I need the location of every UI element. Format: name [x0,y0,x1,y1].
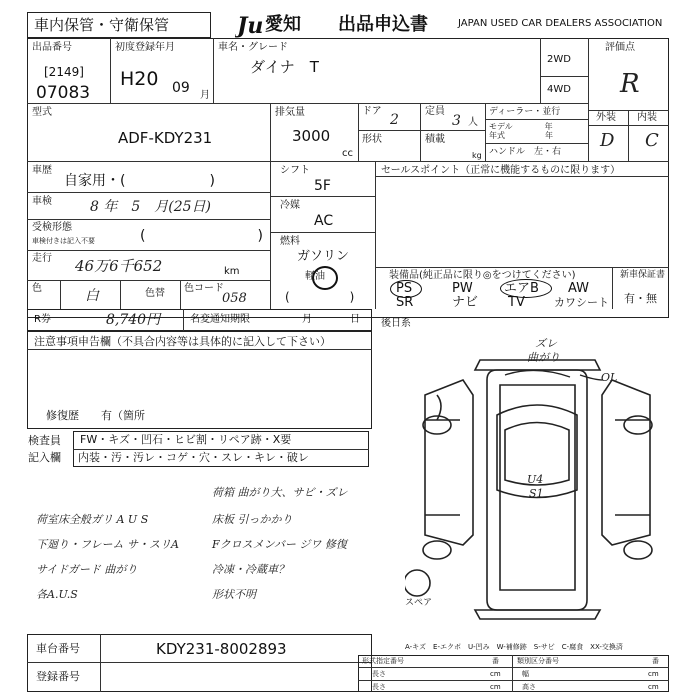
shape-label: 形状 [362,134,382,145]
airbag-circle-mark [500,279,552,298]
damage-legend: A-キズ E-エクボ U-凹み W-補修跡 S-サビ C-腐食 XX-交換済 [405,643,623,651]
divider [73,449,369,450]
divider [270,103,271,161]
diagram-note: OL [601,371,618,384]
lot-bracket: [2149] [44,65,84,79]
page-title: 出品申込書 [338,14,428,35]
note-line: 床板 引っかかり [212,513,293,526]
recycle-label: R券 [34,314,51,325]
divider [358,130,485,131]
inspection-label: 車検 [32,196,52,207]
divider [100,634,101,692]
divider [420,103,421,161]
spec-cell: 番 [652,657,659,665]
color-swatch-label: 色替 [145,288,165,299]
divider [270,196,375,197]
equipment-label: 装備品(純正品に限り◎をつけてください) [389,270,576,281]
svg-text:Ju: Ju [237,13,264,38]
divider [375,267,669,268]
acceptance-value: ( ) [140,228,263,244]
divider [60,280,61,309]
name-change-day: 日 [350,314,360,325]
interior-label: 内装 [637,112,657,123]
lot-number: 07083 [36,83,91,103]
registration-year: H20 [120,68,159,90]
divider [540,76,588,77]
divider [27,349,372,350]
divider [183,309,184,331]
storage-label-box [27,12,211,38]
dealer-parallel: ディーラー・並行 [489,107,561,117]
org-name: 愛知 [265,14,301,35]
doors-label: ドア [362,106,382,117]
divider [27,219,270,220]
capacity-value: 3 [452,113,461,129]
checks-row2: 内装・汚・汚レ・コゲ・穴・スレ・キレ・破レ [78,451,309,464]
mileage-label: 走行 [32,253,52,264]
divider [485,119,588,120]
exterior-value: D [600,130,615,151]
note-line: 荷室床全般ガリ A U S [36,513,149,526]
org-english-name: JAPAN USED CAR DEALERS ASSOCIATION [458,18,663,29]
mileage-unit: km [224,266,240,277]
load-unit: kg [472,151,482,160]
color-code-label: 色コード [184,283,224,294]
displacement-label: 排気量 [275,107,305,118]
dealer-model-year: モデル 年 [489,122,553,131]
divider [27,662,372,663]
note-line: 形状不明 [212,588,256,601]
displacement-unit: cc [342,148,353,159]
ps-circle-mark [390,280,422,298]
equipment-sr: SR [396,295,414,310]
handle-side: ハンドル 左・右 [489,147,562,157]
car-name-value: ダイナ T [250,58,319,76]
note-line: 荷箱 曲がり大、サビ・ズレ [212,486,348,499]
car-name-label: 車名・グレード [218,42,288,53]
spec-cell: 形式指定番号 [362,657,404,665]
divider [27,250,270,251]
diagram-note: U4 [527,473,544,486]
note-line: サイドガード 曲がり [36,563,138,576]
spec-cell: 長さ [372,683,386,691]
model-value: ADF-KDY231 [118,129,213,147]
recycle-value: 8,740円 [106,312,161,328]
divider [110,38,111,103]
spec-cell: cm [490,683,501,691]
capacity-unit: 人 [468,117,478,128]
diagram-note: ズレ [535,337,557,350]
new-car-warranty-value: 有・無 [624,292,657,305]
divider [180,280,181,309]
divider [588,38,589,161]
registration-label: 初度登録年月 [115,42,175,53]
model-label: 型式 [32,107,52,118]
drive-4wd: 4WD [547,84,571,95]
divider [270,232,375,233]
sales-point-label: セールスポイント（正常に機能するものに限ります） [381,165,621,176]
spec-cell: 番 [492,657,499,665]
equipment-tv: TV [508,295,525,310]
load-label: 積載 [425,134,445,145]
spec-cell: 長さ [372,670,386,678]
chassis-value: KDY231-8002893 [156,640,287,658]
divider [120,280,121,309]
note-line: 冷凍・冷蔵車？ [212,563,289,576]
displacement-value: 3000 [292,127,331,145]
spec-cell: cm [648,670,659,678]
spec-cell: 幅 [522,670,529,678]
shift-label: シフト [280,165,310,176]
divider [27,280,270,281]
divider [628,110,629,161]
acceptance-note: 車検付きは記入不要 [32,237,95,245]
equipment-ps: PS [396,281,413,296]
spare-label: スペア [405,598,433,608]
rating-label: 評価点 [605,42,635,53]
aircon-label: 冷媒 [280,200,300,211]
fuel-paren: ( ) [285,290,355,304]
divider [512,655,513,692]
equipment-grid [376,281,612,309]
fuel-value-diesel: 軽油 [305,271,325,282]
repair-history: 修復歴 有（箇所 [46,409,145,422]
divider [612,267,613,309]
shift-value: 5F [314,178,331,194]
history-label: 車歴 [32,165,52,176]
new-car-warranty-label: 新車保証書 [620,270,666,280]
divider [540,38,541,103]
notes-label: 注意事項申告欄（不具合内容等は具体的に記入して下さい） [34,335,331,348]
history-value: 自家用・( ) [64,173,215,189]
color-label: 色 [32,283,42,294]
equipment-airbag: エアB [504,281,539,296]
divider [213,38,214,103]
checks-row1: FW・キズ・凹石・ヒビ割・リペア跡・X要 [80,433,292,446]
note-line: 各A.U.S [36,588,78,601]
divider [270,161,271,309]
dealer-year-type: 年式 年 [489,131,553,140]
registration-month-unit: 月 [200,90,210,101]
name-change-label: 名変通知期限 [190,314,250,325]
divider [358,680,669,681]
divider [27,103,588,104]
spec-cell: cm [648,683,659,691]
equipment-aw: AW [568,281,590,296]
diagram-note: 曲がり [527,351,560,364]
checks-row1-label: 検査員 [28,434,61,447]
equipment-navi: ナビ [452,295,479,310]
mileage-value: 46万6千652 [75,257,163,275]
capacity-label: 定員 [425,106,445,117]
inspection-value: 8 年 5 月(25日) [90,199,212,215]
fuel-label: 燃料 [280,236,300,247]
equipment-leather: カワシート [554,296,609,309]
acceptance-label: 受検形態 [32,222,72,233]
note-line: Fクロスメンバー ジワ 修復 [212,538,347,551]
rating-value: R [620,69,640,99]
spec-table [358,655,669,692]
divider [485,103,486,161]
storage-label: 車内保管・守衛保管 [34,16,170,34]
aircon-value: AC [314,213,334,229]
lot-label: 出品番号 [32,42,72,53]
note-line: 下廻り・フレーム サ・スリA [36,538,179,551]
divider [27,192,270,193]
after-reg-label: 後日系 [381,318,411,329]
name-change-month: 月 [302,314,312,325]
fuel-value: ガソリン [297,249,350,264]
interior-value: C [645,130,659,151]
registration-number-label: 登録番号 [36,670,80,683]
chassis-label: 車台番号 [36,642,80,655]
vehicle-diagram [405,335,670,625]
drive-2wd: 2WD [547,54,571,65]
divider [358,103,359,161]
equipment-pw: PW [452,281,473,296]
divider [27,161,669,162]
divider [358,667,669,668]
diagram-note: S1 [529,487,544,500]
color-code-value: 058 [222,291,247,306]
spec-cell: 高さ [522,683,536,691]
spec-cell: cm [490,670,501,678]
spec-cell: 類別区分番号 [517,657,559,665]
fuel-circle-mark [312,266,338,290]
registration-month: 09 [172,80,190,96]
checks-row2-label: 記入欄 [28,451,61,464]
divider [375,176,669,177]
exterior-label: 外装 [596,112,616,123]
color-value: 白 [85,288,99,304]
divider [485,143,588,144]
doors-value: 2 [390,112,399,128]
